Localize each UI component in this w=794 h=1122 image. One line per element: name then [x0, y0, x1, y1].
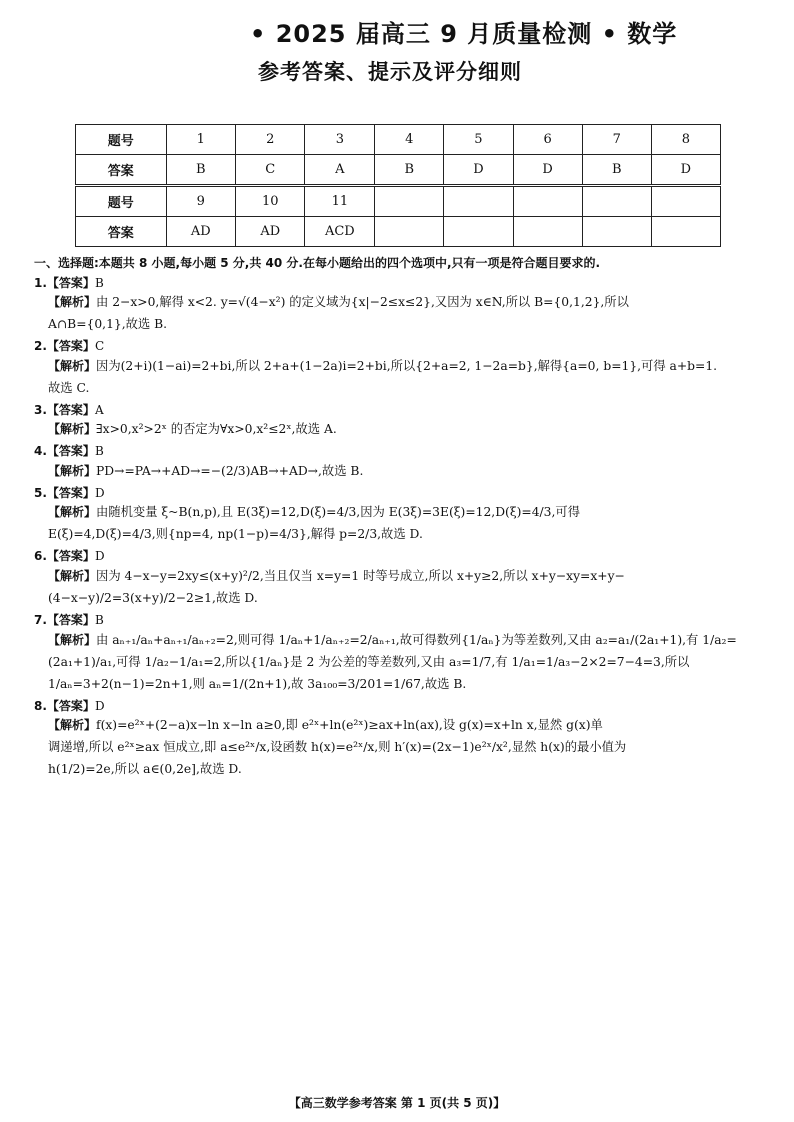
- table-cell: [582, 217, 651, 247]
- table-cell: A: [305, 155, 375, 186]
- table-cell: [513, 217, 582, 247]
- explanation-line: [48, 359, 764, 375]
- explanation-text: ∃x>0,x²>2ˣ 的否定为∀x>0,x²≤2ˣ,故选 A.: [96, 422, 337, 437]
- solutions-content: [34, 256, 764, 784]
- table-cell: 7: [582, 125, 651, 155]
- explanation-text: E(ξ)=4,D(ξ)=4/3,则{np=4, np(1−p)=4/3},解得 p=2/3,故选 D.: [48, 527, 423, 542]
- explanation-line: [48, 505, 764, 521]
- table-cell: B: [166, 155, 235, 186]
- explanation-line: [48, 569, 764, 585]
- explanation-line: [48, 381, 764, 397]
- explanation-label: 【解析】: [48, 569, 97, 584]
- answer-value: D: [94, 549, 105, 564]
- table-cell: B: [582, 155, 651, 186]
- explanation-text: 由随机变量 ξ~B(n,p),且 E(3ξ)=12,D(ξ)=4/3,因为 E(3ξ)=3E(ξ)=12,D(ξ)=4/3,可得: [96, 505, 581, 520]
- explanation: [48, 633, 764, 693]
- table-cell: AD: [236, 217, 305, 247]
- question-block: [34, 699, 764, 779]
- explanation-text: 因为 4−x−y=2xy≤(x+y)²/2,当且仅当 x=y=1 时等号成立,所以 x+y≥2,所以 x+y−xy=x+y−: [96, 569, 625, 584]
- answer-value: C: [94, 339, 105, 354]
- table-cell: 4: [375, 125, 444, 155]
- explanation-text: 由 aₙ₊₁/aₙ+aₙ₊₁/aₙ₊₂=2,则可得 1/aₙ+1/aₙ₊₂=2/aₙ₊₁,故可得数列{1/aₙ}为等差数列,又由 a₂=a₁/(2a₁+1),有 1/a₂=: [96, 632, 737, 647]
- table-cell: [651, 217, 720, 247]
- table-cell: B: [375, 155, 444, 186]
- table-cell: 3: [305, 125, 375, 155]
- explanation: [48, 505, 764, 543]
- question-number: 6.: [34, 549, 47, 564]
- explanation: [48, 569, 764, 607]
- table-cell: 2: [236, 125, 305, 155]
- explanation-text: 故选 C.: [48, 380, 90, 395]
- table-cell: D: [651, 155, 720, 186]
- explanation: [48, 422, 764, 438]
- page-footer: 【高三数学参考答案 第 1 页(共 5 页)】: [288, 1096, 506, 1110]
- table-cell: C: [236, 155, 305, 186]
- table-row: [76, 217, 721, 247]
- answer-value: B: [94, 444, 104, 459]
- table-cell: 9: [166, 186, 235, 217]
- question-number: 3.: [34, 402, 47, 417]
- explanation-line: [48, 464, 764, 480]
- explanation-line: [48, 740, 764, 756]
- explanation-line: [48, 633, 764, 649]
- answer-value: B: [94, 275, 104, 290]
- table-cell: 10: [236, 186, 305, 217]
- explanation-line: [48, 422, 764, 438]
- answer-label: 【答案】: [46, 339, 95, 354]
- page-title: • 2025 届高三 9 月质量检测 • 数学: [250, 20, 678, 48]
- answer-label: 【答案】: [46, 275, 95, 290]
- table-cell: 6: [513, 125, 582, 155]
- question-block: [34, 276, 764, 334]
- explanation-line: [48, 677, 764, 693]
- explanation-text: 调递增,所以 e²ˣ≥ax 恒成立,即 a≤e²ˣ/x,设函数 h(x)=e²ˣ/x,则 h′(x)=(2x−1)e²ˣ/x²,显然 h(x)的最小值为: [48, 740, 627, 755]
- answer-label: 【答案】: [46, 444, 95, 459]
- explanation-text: 1/aₙ=3+2(n−1)=2n+1,则 aₙ=1/(2n+1),故 3a₁₀₀=3/201=1/67,故选 B.: [48, 676, 467, 691]
- explanation-label: 【解析】: [48, 422, 97, 437]
- question-block: [34, 444, 764, 480]
- explanation-line: [48, 591, 764, 607]
- table-cell: [444, 217, 513, 247]
- explanation-label: 【解析】: [48, 505, 97, 520]
- answer-header: 答案: [76, 155, 167, 186]
- answer-line: [34, 444, 764, 460]
- explanation-label: 【解析】: [48, 463, 97, 478]
- answer-label: 【答案】: [46, 698, 95, 713]
- section-heading: 一、选择题:本题共 8 小题,每小题 5 分,共 40 分.在每小题给出的四个选项中,只有一项是符合题目要求的.: [34, 256, 601, 270]
- explanation: [48, 295, 764, 333]
- explanation-text: (4−x−y)/2=3(x+y)/2−2≥1,故选 D.: [48, 591, 258, 606]
- table-cell: [375, 217, 444, 247]
- explanation-line: [48, 718, 764, 734]
- question-block: [34, 549, 764, 607]
- answer-value: D: [94, 485, 105, 500]
- question-block: [34, 339, 764, 397]
- explanation-text: 由 2−x>0,解得 x<2. y=√(4−x²) 的定义域为{x|−2≤x≤2},又因为 x∈N,所以 B={0,1,2},所以: [96, 295, 629, 310]
- explanation-line: [48, 655, 764, 671]
- answer-line: [34, 613, 764, 629]
- explanation-text: (2a₁+1)/a₁,可得 1/a₂−1/a₁=2,所以{1/aₙ}是 2 为公差的等差数列,又由 a₃=1/7,有 1/a₁=1/a₃−2×2=7−4=3,所以: [48, 654, 690, 669]
- explanation: [48, 359, 764, 397]
- explanation-label: 【解析】: [48, 718, 97, 733]
- table-cell: 5: [444, 125, 513, 155]
- answer-table: [75, 124, 721, 247]
- explanation-label: 【解析】: [48, 632, 97, 647]
- explanation-text: PD→=PA→+AD→=−(2/3)AB→+AD→,故选 B.: [96, 463, 364, 478]
- answer-label: 【答案】: [46, 402, 95, 417]
- explanation-line: [48, 295, 764, 311]
- question-block: [34, 403, 764, 439]
- table-cell: AD: [166, 217, 235, 247]
- answer-header: 答案: [76, 217, 167, 247]
- question-block: [34, 613, 764, 693]
- table-row: [76, 125, 721, 155]
- answer-line: [34, 276, 764, 292]
- table-cell: [513, 186, 582, 217]
- question-number: 2.: [34, 339, 47, 354]
- answer-line: [34, 486, 764, 502]
- table-cell: ACD: [305, 217, 375, 247]
- explanation-text: 因为(2+i)(1−ai)=2+bi,所以 2+a+(1−2a)i=2+bi,所以{2+a=2, 1−2a=b},解得{a=0, b=1},可得 a+b=1.: [96, 358, 718, 373]
- answer-value: D: [94, 698, 105, 713]
- question-number: 5.: [34, 485, 47, 500]
- question-number-header: 题号: [76, 186, 167, 217]
- explanation-text: A∩B={0,1},故选 B.: [48, 317, 168, 332]
- question-list: [34, 276, 764, 779]
- explanation-text: f(x)=e²ˣ+(2−a)x−ln x−ln a≥0,即 e²ˣ+ln(e²ˣ)≥ax+ln(ax),设 g(x)=x+ln x,显然 g(x)单: [96, 718, 603, 733]
- page-subtitle: 参考答案、提示及评分细则: [258, 60, 522, 84]
- table-cell: 11: [305, 186, 375, 217]
- explanation-label: 【解析】: [48, 295, 97, 310]
- explanation-line: [48, 527, 764, 543]
- explanation-line: [48, 762, 764, 778]
- answer-label: 【答案】: [46, 549, 95, 564]
- question-block: [34, 486, 764, 544]
- answer-value: A: [94, 402, 104, 417]
- table-cell: 1: [166, 125, 235, 155]
- explanation-line: [48, 317, 764, 333]
- question-number: 7.: [34, 613, 47, 627]
- explanation: [48, 718, 764, 778]
- answer-label: 【答案】: [46, 613, 95, 627]
- answer-line: [34, 403, 764, 419]
- explanation: [48, 464, 764, 480]
- question-number: 1.: [34, 275, 47, 290]
- question-number-header: 题号: [76, 125, 167, 155]
- question-number: 8.: [34, 698, 47, 713]
- table-cell: [582, 186, 651, 217]
- answer-line: [34, 699, 764, 715]
- table-cell: D: [513, 155, 582, 186]
- explanation-text: h(1/2)=2e,所以 a∈(0,2e],故选 D.: [48, 762, 242, 777]
- answer-label: 【答案】: [46, 485, 95, 500]
- explanation-label: 【解析】: [48, 358, 97, 373]
- table-cell: 8: [651, 125, 720, 155]
- table-cell: [375, 186, 444, 217]
- table-cell: [651, 186, 720, 217]
- table-row: [76, 155, 721, 186]
- question-number: 4.: [34, 444, 47, 459]
- answer-value: B: [94, 613, 104, 627]
- table-cell: D: [444, 155, 513, 186]
- table-row: [76, 186, 721, 217]
- answer-line: [34, 549, 764, 565]
- table-cell: [444, 186, 513, 217]
- answer-line: [34, 339, 764, 355]
